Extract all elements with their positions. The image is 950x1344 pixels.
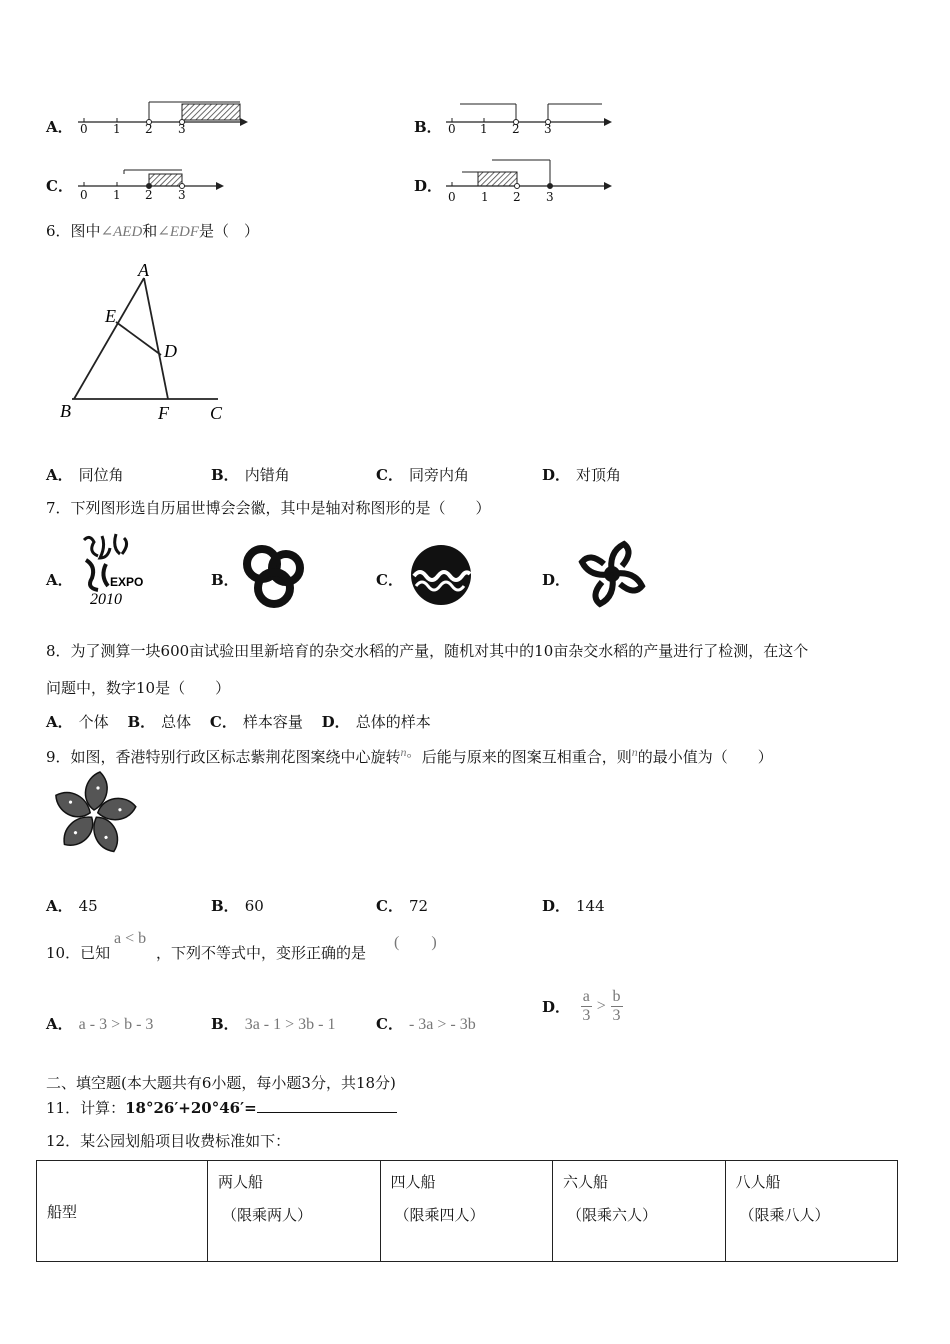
q5-b-tick-1: 1 [480,122,488,136]
q11-question: 11．计算：18°26′+20°46′= [46,1097,397,1118]
q10-d-frac-left: $\frac{a}{3}$ [582,988,591,1024]
q6-label-f: F [158,403,169,423]
q7-option-c-label[interactable]: C． [376,571,403,589]
q12-question: 12．某公园划船项目收费标准如下： [46,1132,291,1150]
q5-option-c-label: C． [46,177,73,195]
q8-question-line2: 问题中，数字10是（ ） [46,679,231,697]
q6-question [46,220,259,241]
q11-expression: 18°26′+20°46′= [125,1099,257,1117]
q10-post: ，下列不等式中，变形正确的是 [156,944,367,962]
q6-option-a[interactable]: A． 同位角 [46,466,124,484]
table-cell-eight-person: 八人船 （限乘八人） [725,1161,898,1262]
table-header-boat-type: 船型 [37,1161,208,1262]
q8-options [46,711,431,732]
q5-b-tick-3: 3 [544,122,552,136]
q10-option-b[interactable]: B． 3a - 1 > 3b - 1 [211,1015,336,1033]
q5-option-b-label: B． [414,118,442,136]
q5-d-tick-1: 1 [481,190,489,204]
q7-option-d-label[interactable]: D． [542,571,571,589]
q5-c-tick-1: 1 [113,188,121,202]
q7-expo2010-emblem-icon [76,530,156,610]
table-cell-four-person: 四人船 （限乘四人） [380,1161,553,1262]
q9-option-d[interactable]: D． 144 [542,897,605,915]
section2-title: 二、填空题(本大题共有6小题，每小题3分，共18分) [46,1074,396,1092]
q10-option-d[interactable]: D． $\frac{a}{3}$ > $\frac{b}{3}$ [542,988,621,1024]
q5-d-tick-0: 0 [448,190,456,204]
q12-fee-table [36,1160,898,1262]
q5-a-tick-2: 2 [145,122,153,136]
q5-c-tick-2: 2 [145,188,153,202]
q8-option-c[interactable]: C． 样本容量 [209,713,303,731]
q7-knot-emblem-icon [240,540,310,610]
q10-option-a[interactable]: A． a - 3 > b - 3 [46,1015,154,1033]
q5-option-a-number-line [72,96,252,144]
table-cell-two-person: 两人船 （限乘两人） [208,1161,381,1262]
q10-option-c[interactable]: C． - 3a > - 3b [376,1015,476,1033]
q9-option-b[interactable]: B． 60 [211,897,264,915]
q6-option-b[interactable]: B． 内错角 [211,466,290,484]
q7-option-a-label[interactable]: A． [46,571,73,589]
q8-question-line1: 8．为了测算一块600亩试验田里新培育的杂交水稻的产量，随机对其中的10亩杂交水稻的产量进行了检测，在这个 [46,642,809,660]
q9-var-n2: n [631,745,638,759]
q6-angle1: ∠AED [100,224,143,240]
q5-c-tick-0: 0 [80,188,88,202]
q10-paren: ( ) [394,934,437,951]
q6-number: 6． [46,222,71,240]
q6-label-a: A [138,260,149,280]
q5-option-d-label: D． [414,177,443,195]
q7-wave-emblem-icon [408,542,474,608]
q6-mid: 和 [142,222,158,240]
q5-option-d-number-line [440,158,620,206]
q9-option-c[interactable]: C． 72 [376,897,429,915]
q9-option-a[interactable]: A． 45 [46,897,98,915]
q6-pre: 图中 [70,222,101,240]
table-cell-six-person: 六人船 （限乘六人） [553,1161,726,1262]
q6-triangle-figure [54,256,239,431]
q5-d-tick-2: 2 [513,190,521,204]
q9-var-n: n [400,745,407,759]
q5-a-tick-1: 1 [113,122,121,136]
q5-d-tick-3: 3 [546,190,554,204]
table-row [37,1161,898,1262]
q5-a-tick-0: 0 [80,122,88,136]
q9-question: 9．如图，香港特别行政区标志紫荆花图案绕中心旋转$^n$° 后能与原来的图案互相重合，则$^n$的最小值为（ ） [46,745,773,766]
q5-a-tick-3: 3 [178,122,186,136]
q10-condition: a < b [114,930,147,947]
q7-expo-year: 2010 [90,591,122,608]
q6-option-c[interactable]: C． 同旁内角 [376,466,469,484]
q7-expo-text: EXPO [110,575,144,589]
q7-flower-emblem-icon [572,538,652,610]
q10-pre: 10．已知 [46,944,111,962]
q6-label-e: E [105,306,116,326]
q6-label-d: D [164,341,177,361]
q6-post: 是（ ） [199,222,260,240]
q7-option-b-label[interactable]: B． [211,571,239,589]
q8-option-a[interactable]: A． 个体 [46,713,109,731]
q11-answer-blank[interactable] [257,1098,397,1113]
q5-c-tick-3: 3 [178,188,186,202]
q5-b-tick-2: 2 [512,122,520,136]
q8-option-b[interactable]: B． 总体 [127,713,192,731]
q6-label-b: B [60,401,71,421]
q10-d-frac-right: $\frac{b}{3}$ [612,988,621,1024]
q5-b-tick-0: 0 [448,122,456,136]
q5-option-b-number-line [440,96,620,144]
q6-angle2: ∠EDF [157,224,200,240]
q6-label-c: C [210,403,223,423]
q7-question: 7．下列图形选自历届世博会会徽，其中是轴对称图形的是（ ） [46,499,491,517]
q6-option-d[interactable]: D． 对顶角 [542,466,622,484]
q8-option-d[interactable]: D． 总体的样本 [321,713,431,731]
q9-bauhinia-icon [50,770,140,860]
q5-option-a-label: A． [46,118,73,136]
